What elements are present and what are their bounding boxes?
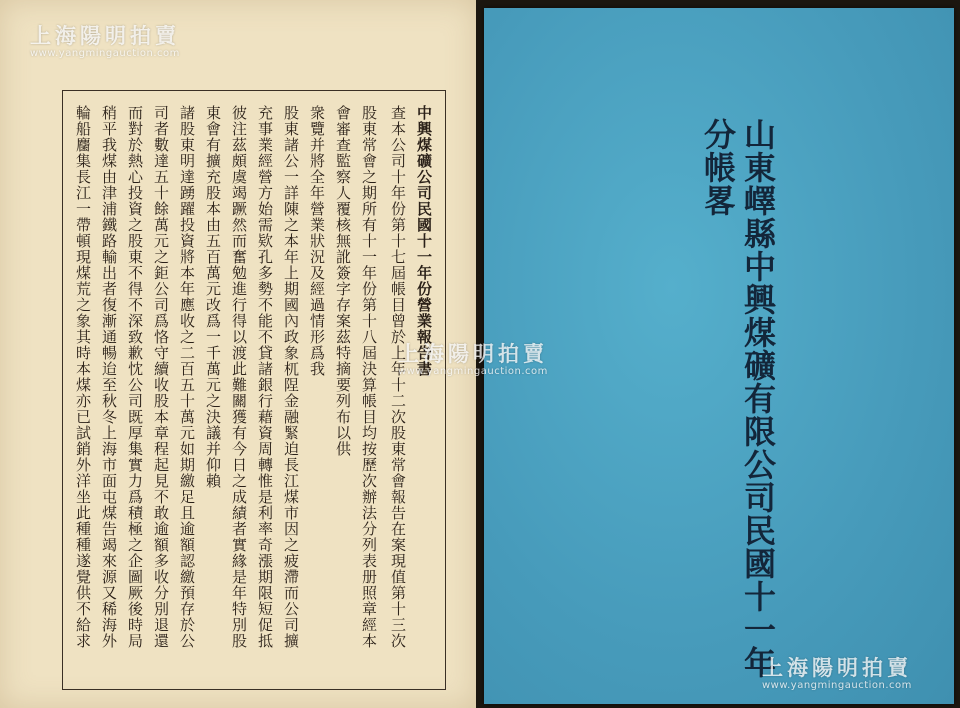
- text-column-2: 股東常會之期所有十一年份第十八屆決算帳目均按歷次辦法分列表册照章經本: [360, 105, 378, 649]
- watermark-url: www.yangmingauction.com: [762, 680, 912, 691]
- text-column-7: 彼注茲頗虞竭蹶然而奮勉進行得以渡此難關獲有今日之成績者實緣是年特別股: [230, 105, 248, 649]
- booklet-cover: [484, 8, 954, 704]
- text-column-6: 充事業經營方始需欵孔多勢不能不貸諸銀行藉資周轉惟是利率奇漲期限短促抵: [256, 105, 274, 649]
- text-column-8: 東會有擴充股本由五百萬元改爲一千萬元之決議并仰賴: [204, 105, 222, 489]
- watermark-url: www.yangmingauction.com: [30, 48, 180, 59]
- text-column-12: 稍平我煤由津浦鐵路輸出者復漸通暢迨至秋冬上海市面屯煤告竭來源又稀海外: [100, 105, 118, 649]
- watermark-cn: 上海陽明拍賣: [398, 342, 548, 366]
- report-page: [0, 0, 476, 708]
- report-text-frame: [62, 90, 446, 690]
- text-column-11: 而對於熱心投資之股東不得不深致歉忱公司既厚集實力爲積極之企圖厥後時局: [126, 105, 144, 649]
- watermark-cn: 上海陽明拍賣: [762, 656, 912, 680]
- watermark-top-left: [30, 20, 180, 59]
- text-column-9: 諸股東明達踴躍投資將本年應收之二百五十萬元如期繳足且逾額認繳預存於公: [178, 105, 196, 649]
- report-title: 中興煤礦公司民國十一年份營業報告書: [415, 105, 433, 377]
- watermark-url: www.yangmingauction.com: [398, 366, 548, 377]
- watermark-cn: 上海陽明拍賣: [30, 24, 180, 48]
- cover-title: 山東嶧縣中興煤礦有限公司民國十一年分帳畧: [699, 118, 777, 679]
- text-column-1: 查本公司十年份第十七屆帳目曾於上年十二次股東常會報告在案現值第十三次: [389, 105, 407, 649]
- report-text-columns: [70, 105, 437, 690]
- text-column-13: 輪船麕集長江一帶頓現煤荒之象其時本煤亦已試銷外洋坐此種種遂覺供不給求: [74, 105, 92, 649]
- text-column-10: 司者數達五十餘萬元之鉅公司爲恪守續收股本章程起見不敢逾額多收分別退還: [152, 105, 170, 649]
- text-column-3: 會審查監察人覆核無訛簽字存案茲特摘要列布以供: [334, 105, 352, 457]
- text-column-4: 衆覽并將全年營業狀況及經過情形爲我: [308, 105, 326, 377]
- text-column-5: 股東諸公一詳陳之本年上期國內政象杌陧金融緊迫長江煤市因之疲滯而公司擴: [282, 105, 300, 649]
